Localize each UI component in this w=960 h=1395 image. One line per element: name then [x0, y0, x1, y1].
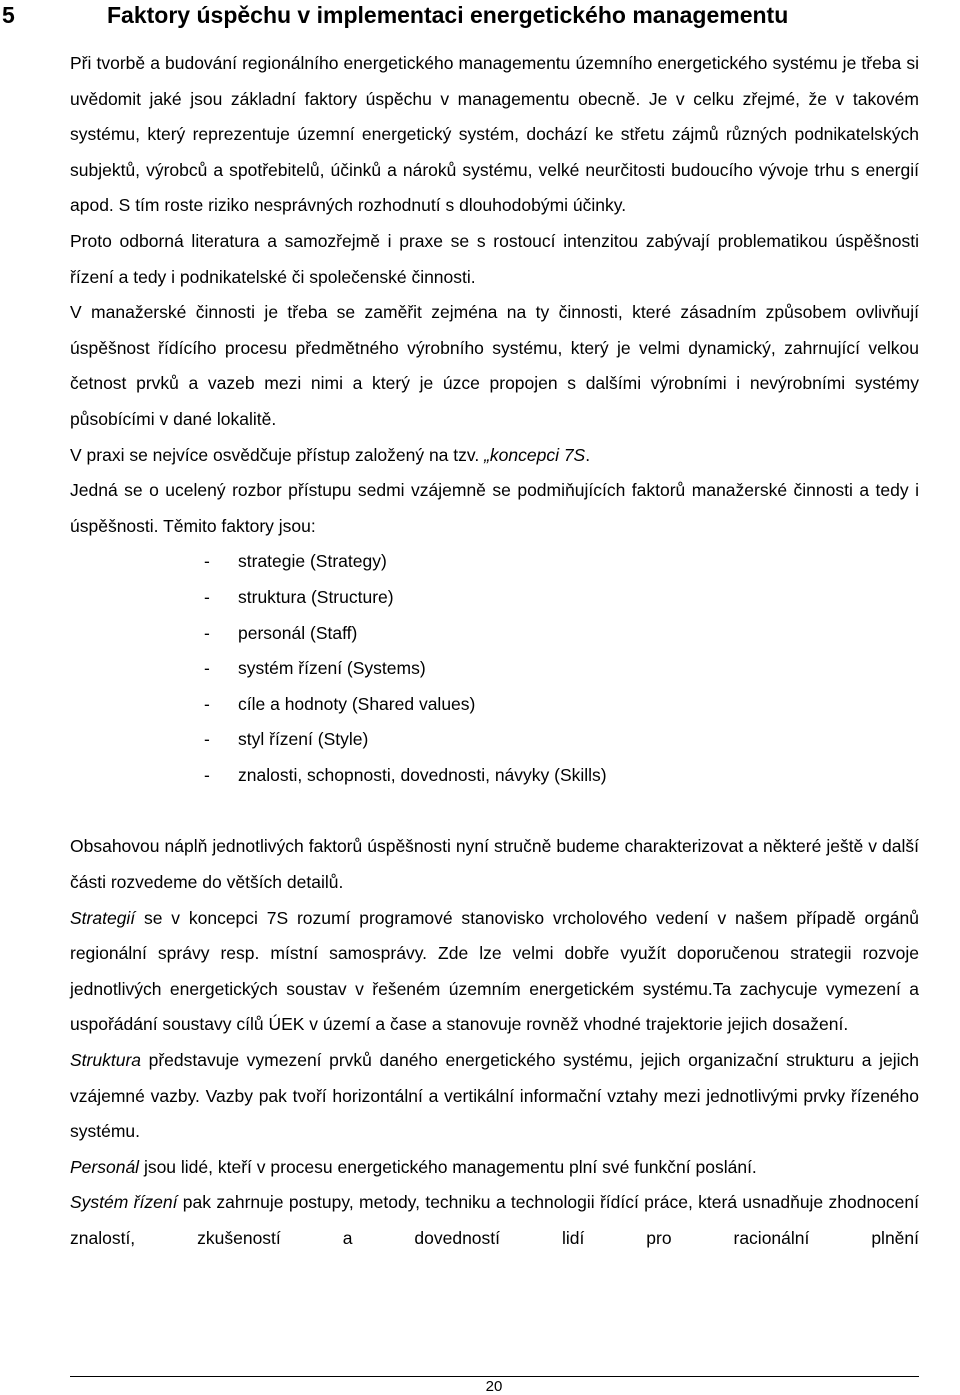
term-systems: Systém řízení: [70, 1192, 178, 1213]
paragraph-managerial-activity: V manažerské činnosti je třeba se zaměřit zejména na ty činnosti, které zásadním způsobem ovlivňují úspěšnost řídícího procesu předmětného výrobního systému, který je velmi dynamický, zahrnující velkou četnost prvků a vazeb mezi nimi a který je úzce propojen s dalšími výrobními i nevýrobními systémy působícími v dané lokalitě.: [70, 302, 919, 429]
list-item: [70, 758, 919, 794]
list-dash: -: [204, 693, 210, 714]
list-item: [70, 544, 919, 580]
list-item-text: strategie (Strategy): [238, 551, 387, 572]
paragraph-7s-emphasis: „koncepci 7S: [484, 444, 586, 465]
list-item-text: cíle a hodnoty (Shared values): [238, 693, 476, 714]
list-item: [70, 616, 919, 652]
paragraph-content-overview: Obsahovou náplň jednotlivých faktorů úspěšnosti nyní stručně budeme charakterizovat a některé ještě v další části rozvedeme do větších detailů.: [70, 836, 919, 893]
term-structure: Struktura: [70, 1050, 141, 1071]
section-heading: [0, 0, 960, 30]
page-number: 20: [485, 1378, 503, 1395]
list-item: [70, 651, 919, 687]
list-item-text: systém řízení (Systems): [238, 658, 426, 679]
term-staff: Personál: [70, 1156, 140, 1177]
list-dash: -: [204, 622, 210, 643]
section-title: Faktory úspěchu v implementaci energetického managementu: [107, 2, 789, 28]
paragraph-systems: [70, 1185, 919, 1256]
blank-line: [70, 793, 919, 829]
section-number: 5: [2, 2, 15, 28]
paragraph-7s-text: V praxi se nejvíce osvědčuje přístup založený na tzv.: [70, 444, 485, 465]
strategy-description: se v koncepci 7S rozumí programové stanovisko vrcholového vedení v našem případě orgánů regionální správy resp. místní samosprávy. Zde lze velmi dobře využít doporučenou strategii rozvoje jednotlivých energetických soustav v řešeném územním energetickém systému.Ta zachycuje vymezení a uspořádání soustavy cílů ÚEK v území a čase a stanovuje rovněž vhodné trajektorie jejich dosažení.: [70, 907, 919, 1035]
paragraph-factors-intro: Jedná se o ucelený rozbor přístupu sedmi vzájemně se podmiňujících faktorů manažerské činnosti a tedy i úspěšnosti. Těmito faktory jsou:: [70, 480, 919, 536]
systems-description: pak zahrnuje postupy, metody, techniku a technologii řídící práce, která usnadňuje zhodnocení znalostí, zkušeností a dovedností lidí pro racionální plnění: [70, 1192, 920, 1248]
list-item: [70, 722, 919, 758]
document-body: [70, 46, 919, 1257]
term-strategy: Strategií: [70, 907, 136, 928]
list-dash: -: [204, 764, 210, 785]
list-item: [70, 580, 919, 616]
list-dash: -: [204, 551, 210, 572]
paragraph-7s-concept: [70, 438, 919, 474]
paragraph-literature: Proto odborná literatura a samozřejmě i praxe se s rostoucí intenzitou zabývají problematikou úspěšnosti řízení a tedy i podnikatelské či společenské činnosti.: [70, 230, 919, 287]
list-dash: -: [204, 658, 210, 679]
list-item-text: personál (Staff): [238, 622, 358, 643]
footer-divider: [70, 1376, 919, 1377]
list-dash: -: [204, 586, 210, 607]
staff-description: jsou lidé, kteří v procesu energetického managementu plní své funkční poslání.: [139, 1156, 757, 1177]
structure-description: představuje vymezení prvků daného energetického systému, jejich organizační strukturu a jejich vzájemné vazby. Vazby pak tvoří horizontální a vertikální informační vztahy mezi jednotlivými prvky řízeného systému.: [70, 1050, 919, 1142]
list-item-text: styl řízení (Style): [238, 729, 369, 750]
paragraph-intro: Při tvorbě a budování regionálního energetického managementu územního energetického systému je třeba si uvědomit jaké jsou základní faktory úspěchu v managementu obecně. Je v celku zřejmé, že v takovém systému, který reprezentuje územní energetický systém, dochází ke střetu zájmů různých podnikatelských subjektů, výrobců a spotřebitelů, účinků a nároků systému, velké neurčitosti budoucího vývoje trhu s energií apod. S tím roste riziko nesprávných rozhodnutí s dlouhodobými účinky.: [70, 53, 919, 216]
paragraph-7s-end: .: [585, 444, 591, 465]
list-item: [70, 687, 919, 723]
list-item-text: struktura (Structure): [238, 586, 394, 607]
paragraph-structure: [70, 1043, 919, 1150]
paragraph-strategy: [70, 901, 919, 1043]
paragraph-staff: [70, 1150, 919, 1186]
list-item-text: znalosti, schopnosti, dovednosti, návyky (Skills): [238, 764, 607, 785]
list-dash: -: [204, 729, 210, 750]
factor-list: [70, 544, 919, 793]
